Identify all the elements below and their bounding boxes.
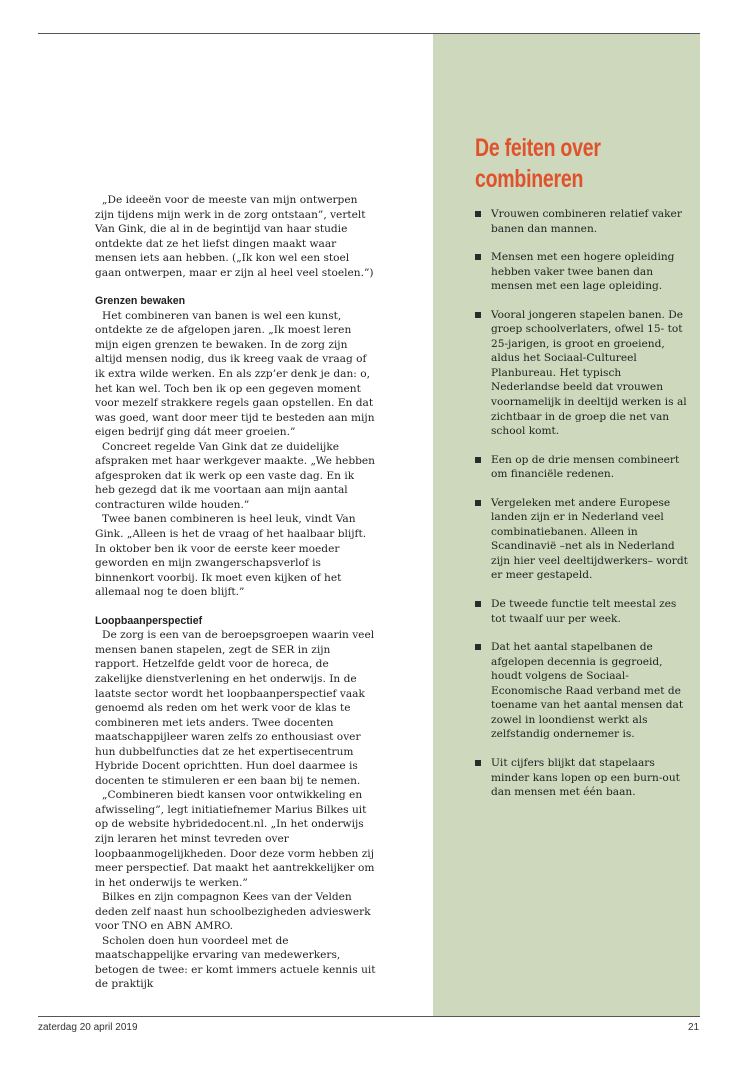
square-bullet-icon bbox=[475, 500, 481, 506]
fact-item bbox=[475, 250, 690, 294]
paragraph: Scholen doen hun voordeel met de maatschappelijke ervaring van medewerkers, betogen de twee: er komt immers actuele kennis uit de praktijk bbox=[95, 934, 376, 991]
sidebar-title: De feiten over combineren bbox=[475, 134, 601, 193]
square-bullet-icon bbox=[475, 601, 481, 607]
fact-text: Vrouwen combineren relatief vaker banen dan mannen. bbox=[491, 208, 682, 235]
fact-item bbox=[475, 597, 690, 626]
fact-text: Vooral jongeren stapelen banen. De groep schoolverlaters, ofwel 15- tot 25-jarigen, is groot en groeiend, aldus het Sociaal-Cultureel Planbureau. Het typisch Nederlandse beeld dat vrouwen voornamelijk in deeltijd werken is al zichtbaar in de groep die net van school komt. bbox=[491, 308, 687, 438]
fact-item bbox=[475, 496, 690, 583]
paragraph: Twee banen combineren is heel leuk, vindt Van Gink. „Alleen is het de vraag of het haalbaar blijft. In oktober ben ik voor de eerste keer moeder geworden en mijn zwangerschapsverlof is binnenkort voorbij. Ik moet even kijken of het allemaal nog te doen blijft.” bbox=[95, 513, 367, 599]
fact-item bbox=[475, 640, 690, 742]
square-bullet-icon bbox=[475, 211, 481, 217]
paragraph: Concreet regelde Van Gink dat ze duidelijke afspraken met haar werkgever maakte. „We hebben afgesproken dat ik werk op een vaste dag. En ik heb gezegd dat ik me voortaan aan mijn aantal contracturen wilde houden.” bbox=[95, 440, 375, 511]
paragraph: Bilkes en zijn compagnon Kees van der Velden deden zelf naast hun schoolbezigheden advieswerk voor TNO en ABN AMRO. bbox=[95, 891, 371, 933]
square-bullet-icon bbox=[475, 644, 481, 650]
fact-text: Dat het aantal stapelbanen de afgelopen decennia is gegroeid, houdt volgens de Sociaal-Economische Raad verband met de toename van het aantal mensen dat zowel in loondienst werkt als zelfstandig ondernemer is. bbox=[491, 641, 684, 741]
square-bullet-icon bbox=[475, 254, 481, 260]
square-bullet-icon bbox=[475, 457, 481, 463]
fact-item bbox=[475, 453, 690, 482]
fact-item bbox=[475, 756, 690, 800]
paragraph: De zorg is een van de beroepsgroepen waarin veel mensen banen stapelen, zegt de SER in zijn rapport. Hetzelfde geldt voor de horeca, de zakelijke dienstverlening en het onderwijs. In de laatste sector wordt het loopbaanperspectief vaak genoemd als reden om het werk voor de klas te combineren met iets anders. Twee docenten maatschappijleer waren zelfs zo enthousiast over hun dubbelfuncties dat ze het expertisecentrum Hybride Docent oprichtten. Hun doel daarmee is docenten te stimuleren er een baan bij te nemen. bbox=[95, 629, 375, 787]
intro-paragraph: „De ideeën voor de meeste van mijn ontwerpen zijn tijdens mijn werk in de zorg ontstaan”, vertelt Van Gink, die al in de begintijd van haar studie ontdekte dat ze het liefst dingen maakt waar mensen iets aan hebben. („Ik kon wel een stoel gaan ontwerpen, maar er zijn al heel veel stoelen.”) bbox=[95, 194, 374, 279]
section-heading-grenzen: Grenzen bewaken bbox=[95, 295, 186, 308]
paragraph: „Combineren biedt kansen voor ontwikkeling en afwisseling”, legt initiatiefnemer Marius Bilkes uit op de website hybridedocent.nl. „In het onderwijs zijn leraren het minst tevreden over loopbaanmogelijkheden. Door deze vorm hebben zij meer perspectief. Dat maakt het aantrekkelijker om in het onderwijs te werken.” bbox=[95, 789, 375, 889]
fact-item bbox=[475, 308, 690, 439]
section-heading-loopbaan: Loopbaanperspectief bbox=[95, 614, 203, 627]
fact-text: De tweede functie telt meestal zes tot twaalf uur per week. bbox=[491, 598, 677, 625]
fact-text: Mensen met een hogere opleiding hebben vaker twee banen dan mensen met een lage opleiding. bbox=[491, 251, 675, 293]
square-bullet-icon bbox=[475, 312, 481, 318]
square-bullet-icon bbox=[475, 760, 481, 766]
paragraph: Het combineren van banen is wel een kunst, ontdekte ze de afgelopen jaren. „Ik moest leren mijn eigen grenzen te bewaken. In de zorg zijn altijd mensen nodig, dus ik kreeg vaak de vraag of ik extra wilde werken. En als zzp’er denk je dan: o, het kan wel. Toch ben ik op een gegeven moment voor mezelf strakkere regels gaan opstellen. En dat was goed, want door meer tijd te besteden aan mijn eigen bedrijf ging dát meer groeien.” bbox=[95, 309, 375, 439]
fact-text: Een op de drie mensen combineert om financiële redenen. bbox=[491, 453, 680, 481]
fact-item bbox=[475, 207, 690, 236]
bottom-rule bbox=[38, 1016, 700, 1017]
footer-date: zaterdag 20 april 2019 bbox=[38, 1022, 138, 1033]
page-number: 21 bbox=[688, 1022, 700, 1033]
fact-text: Vergeleken met andere Europese landen zijn er in Nederland veel combinatiebanen. Alleen in Scandinavië –net als in Nederland zijn hier veel deeltijdwerkers– wordt er meer gestapeld. bbox=[491, 496, 688, 582]
fact-text: Uit cijfers blijkt dat stapelaars minder kans lopen op een burn-out dan mensen met één baan. bbox=[491, 756, 680, 799]
article-body bbox=[95, 193, 377, 992]
facts-list bbox=[475, 207, 690, 814]
